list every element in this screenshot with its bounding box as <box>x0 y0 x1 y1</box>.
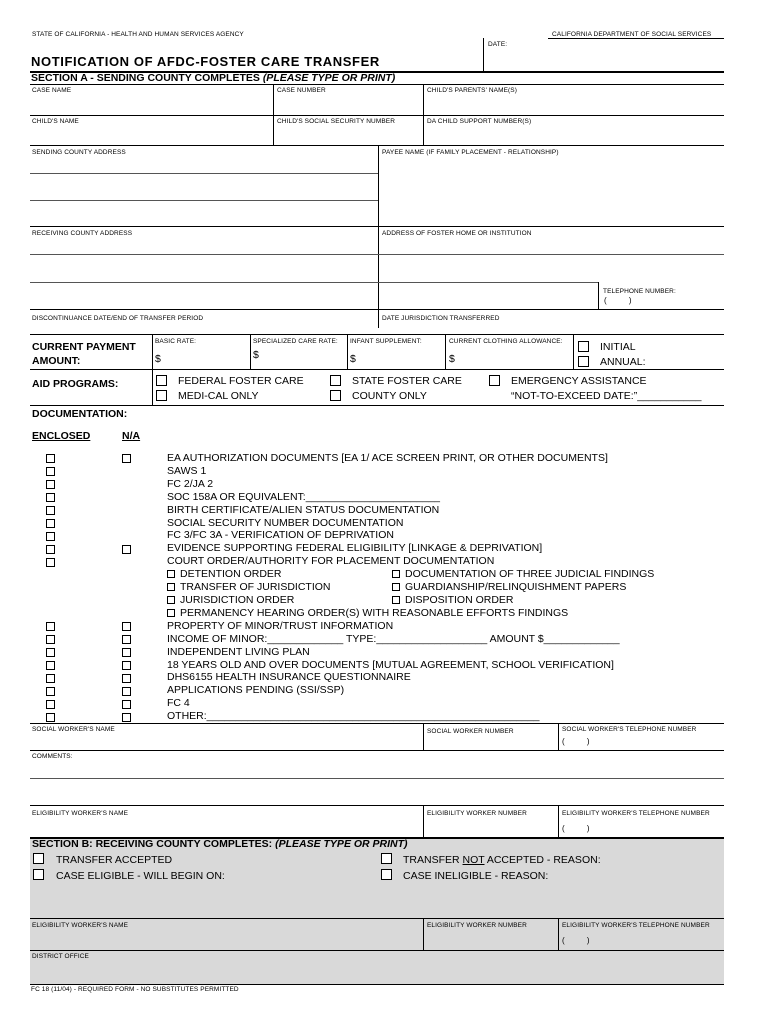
section-b-heading <box>32 838 408 850</box>
section-b-heading-text: SECTION B: RECEIVING COUNTY COMPLETES: <box>32 838 273 850</box>
enclosed-checkbox[interactable] <box>46 532 55 541</box>
receiving-address-label: RECEIVING COUNTY ADDRESS <box>32 230 133 237</box>
annual-label: ANNUAL: <box>600 356 646 368</box>
annual-checkbox[interactable] <box>578 356 589 367</box>
doc-item: EA AUTHORIZATION DOCUMENTS [EA 1/ ACE SCREEN PRINT, OR OTHER DOCUMENTS] <box>167 452 608 464</box>
case-eligible-checkbox[interactable] <box>33 869 44 880</box>
na-checkbox[interactable] <box>122 713 131 722</box>
divider <box>30 369 724 370</box>
transfer-not-accepted-label <box>403 854 601 866</box>
doc-item: SAWS 1 <box>167 464 207 477</box>
transfer-not-accepted-checkbox[interactable] <box>381 853 392 864</box>
jurisdiction-date-label: DATE JURISDICTION TRANSFERRED <box>382 315 500 322</box>
divider <box>152 369 153 405</box>
state-label: STATE FOSTER CARE <box>352 375 462 387</box>
enclosed-checkbox[interactable] <box>46 545 55 554</box>
case-name-field[interactable] <box>32 96 270 113</box>
not-accepted-text: TRANSFER <box>403 854 463 866</box>
na-checkbox[interactable] <box>122 635 131 644</box>
infant-supplement-label: INFANT SUPPLEMENT: <box>350 338 422 345</box>
doc-item: FC 3/FC 3A - VERIFICATION OF DEPRIVATION <box>167 529 394 542</box>
doc-item: COURT ORDER/AUTHORITY FOR PLACEMENT DOCUMENTATION <box>167 555 495 568</box>
payment-label-line1: CURRENT PAYMENT <box>32 341 136 353</box>
na-checkbox[interactable] <box>122 674 131 683</box>
discontinuance-label: DISCONTINUANCE DATE/END OF TRANSFER PERIOD <box>32 315 204 322</box>
section-a-heading <box>31 72 395 84</box>
na-checkbox[interactable] <box>122 700 131 709</box>
doc-item: INCOME OF MINOR:_____________ TYPE:___________________ AMOUNT $_____________ <box>167 632 620 645</box>
case-name-label: CASE NAME <box>32 87 72 94</box>
case-ineligible-label: CASE INELIGIBLE - REASON: <box>403 870 549 882</box>
na-checkbox[interactable] <box>122 648 131 657</box>
enclosed-checkbox[interactable] <box>46 558 55 567</box>
court-sub-row <box>167 607 654 620</box>
specialized-rate-label: SPECIALIZED CARE RATE: <box>253 338 338 345</box>
doc-item: SOC 158A OR EQUIVALENT:_______________________ <box>167 490 440 503</box>
receiving-address-field[interactable] <box>32 238 375 308</box>
detention-label: DETENTION ORDER <box>180 568 282 581</box>
emergency-label: EMERGENCY ASSISTANCE <box>511 375 647 387</box>
ew-phone-field[interactable]: ( ) <box>562 824 590 833</box>
documentation-list <box>167 452 654 723</box>
divider <box>558 805 559 837</box>
detention-checkbox[interactable] <box>167 570 175 578</box>
permanency-checkbox[interactable] <box>167 609 175 617</box>
divider <box>548 38 724 39</box>
childs-name-field[interactable] <box>32 127 270 143</box>
court-sub-jurisdiction <box>167 594 392 607</box>
doc-item: FC 4 <box>167 697 190 710</box>
sending-address-field[interactable] <box>32 158 375 224</box>
divider <box>423 115 424 145</box>
disposition-checkbox[interactable] <box>392 596 400 604</box>
department-label: CALIFORNIA DEPARTMENT OF SOCIAL SERVICES <box>552 31 712 38</box>
parents-names-field[interactable] <box>427 96 722 113</box>
enclosed-checkbox[interactable] <box>46 713 55 722</box>
doc-item: FC 2/JA 2 <box>167 477 214 490</box>
divider <box>423 84 424 115</box>
enclosed-checkbox[interactable] <box>46 674 55 683</box>
basic-rate-field[interactable] <box>164 350 248 366</box>
basic-rate-dollar: $ <box>155 353 161 365</box>
specialized-rate-field[interactable] <box>262 348 346 366</box>
form-title: NOTIFICATION OF AFDC-FOSTER CARE TRANSFER <box>31 54 380 69</box>
court-sub-transfer <box>167 581 392 594</box>
doc-item: OTHER:_________________________________________________________ <box>167 710 540 723</box>
telephone-label: TELEPHONE NUMBER: <box>603 288 676 295</box>
section-b-heading-italic: (PLEASE TYPE OR PRINT) <box>275 838 408 850</box>
federal-label: FEDERAL FOSTER CARE <box>178 375 304 387</box>
court-sub-row <box>167 594 654 607</box>
section-a-heading-text: SECTION A - SENDING COUNTY COMPLETES <box>31 72 260 84</box>
clothing-allowance-field[interactable] <box>458 350 568 366</box>
foster-address-label: ADDRESS OF FOSTER HOME OR INSTITUTION <box>382 230 532 237</box>
sw-name-label: SOCIAL WORKER'S NAME <box>32 726 115 733</box>
divider <box>573 334 574 369</box>
enclosed-checkbox[interactable] <box>46 622 55 631</box>
clothing-allowance-label: CURRENT CLOTHING ALLOWANCE: <box>449 338 563 345</box>
da-support-field[interactable] <box>427 127 722 143</box>
doc-item: APPLICATIONS PENDING (SSI/SSP) <box>167 684 345 697</box>
enclosed-checkbox[interactable] <box>46 519 55 528</box>
sw-number-label: SOCIAL WORKER NUMBER <box>427 728 514 735</box>
court-sub-detention <box>167 568 392 581</box>
county-label: COUNTY ONLY <box>352 390 427 402</box>
divider <box>30 984 724 985</box>
aid-programs-label: AID PROGRAMS: <box>32 378 119 390</box>
infant-supplement-field[interactable] <box>359 350 443 366</box>
divider <box>423 918 424 950</box>
na-checkbox[interactable] <box>122 454 131 463</box>
not-accepted-not: NOT <box>462 854 485 866</box>
payment-label-line2: AMOUNT: <box>32 355 81 367</box>
transfer-jurisdiction-label: TRANSFER OF JURISDICTION <box>180 581 331 594</box>
county-checkbox[interactable] <box>330 390 341 401</box>
doc-item: DHS6155 HEALTH INSURANCE QUESTIONNAIRE <box>167 671 411 684</box>
date-label: DATE: <box>488 41 508 48</box>
section-a-heading-italic: (PLEASE TYPE OR PRINT) <box>262 72 396 84</box>
enclosed-checkbox[interactable] <box>46 648 55 657</box>
foster-address-field[interactable] <box>382 238 596 308</box>
doc-item: SOCIAL SECURITY NUMBER DOCUMENTATION <box>167 516 404 529</box>
ssn-label: CHILD'S SOCIAL SECURITY NUMBER <box>277 118 396 125</box>
ew-phone-label: ELIGIBILITY WORKER'S TELEPHONE NUMBER <box>562 810 710 817</box>
sending-address-label: SENDING COUNTY ADDRESS <box>32 149 126 156</box>
comments-label: COMMENTS: <box>32 753 73 760</box>
parents-names-label: CHILD'S PARENTS' NAME(S) <box>427 87 517 94</box>
enclosed-checkbox[interactable] <box>46 467 55 476</box>
case-eligible-label: CASE ELIGIBLE - WILL BEGIN ON: <box>56 870 225 882</box>
divider <box>558 918 559 950</box>
payee-name-label: PAYEE NAME (IF FAMILY PLACEMENT - RELATIONSHIP) <box>382 149 559 156</box>
enclosed-header: ENCLOSED <box>32 430 91 442</box>
medi-cal-label: MEDI-CAL ONLY <box>178 390 259 402</box>
district-office-field[interactable] <box>32 962 722 982</box>
divider <box>30 334 724 335</box>
basic-rate-label: BASIC RATE: <box>155 338 197 345</box>
divider <box>30 950 724 951</box>
doc-item: 18 YEARS OLD AND OVER DOCUMENTS [MUTUAL AGREEMENT, SCHOOL VERIFICATION] <box>167 658 614 671</box>
divider <box>30 115 724 116</box>
payee-name-field[interactable] <box>382 158 722 224</box>
documentation-label: DOCUMENTATION: <box>32 408 128 420</box>
findings-checkbox[interactable] <box>392 570 400 578</box>
court-sub-row <box>167 568 654 581</box>
findings-label: DOCUMENTATION OF THREE JUDICIAL FINDINGS <box>405 568 655 581</box>
na-checkbox[interactable] <box>122 687 131 696</box>
enclosed-checkbox[interactable] <box>46 480 55 489</box>
divider <box>378 145 379 328</box>
initial-label: INITIAL <box>600 341 636 353</box>
jurisdiction-order-label: JURISDICTION ORDER <box>180 593 295 606</box>
divider <box>30 405 724 406</box>
na-checkbox[interactable] <box>122 545 131 554</box>
date-field[interactable] <box>540 40 720 68</box>
divider <box>30 84 724 85</box>
enclosed-checkbox[interactable] <box>46 687 55 696</box>
enclosed-checkbox[interactable] <box>46 700 55 709</box>
disposition-label: DISPOSITION ORDER <box>405 593 514 606</box>
enclosed-checkbox[interactable] <box>46 493 55 502</box>
case-number-label: CASE NUMBER <box>277 87 326 94</box>
case-number-field[interactable] <box>277 96 420 113</box>
court-sub-row <box>167 581 654 594</box>
specialized-rate-dollar: $ <box>253 349 259 361</box>
transfer-accepted-label: TRANSFER ACCEPTED <box>56 854 173 866</box>
b-ew-phone-field[interactable]: ( ) <box>562 936 590 945</box>
court-sub-permanency <box>167 607 568 620</box>
enclosed-checkbox[interactable] <box>46 661 55 670</box>
da-support-label: DA CHILD SUPPORT NUMBER(S) <box>427 118 532 125</box>
na-header: N/A <box>122 430 141 442</box>
divider <box>273 115 274 145</box>
ew-name-label: ELIGIBILITY WORKER'S NAME <box>32 810 129 817</box>
divider <box>152 334 153 369</box>
divider <box>30 805 724 806</box>
b-ew-number-label: ELIGIBILITY WORKER NUMBER <box>427 922 527 929</box>
divider <box>445 334 446 369</box>
b-ew-phone-label: ELIGIBILITY WORKER'S TELEPHONE NUMBER <box>562 922 710 929</box>
enclosed-checkbox[interactable] <box>46 506 55 515</box>
doc-item: BIRTH CERTIFICATE/ALIEN STATUS DOCUMENTATION <box>167 503 440 516</box>
divider <box>598 282 599 309</box>
divider <box>30 145 724 146</box>
district-office-label: DISTRICT OFFICE <box>32 953 89 960</box>
doc-item: EVIDENCE SUPPORTING FEDERAL ELIGIBILITY [LINKAGE & DEPRIVATION] <box>167 542 543 555</box>
childs-name-label: CHILD'S NAME <box>32 118 79 125</box>
initial-checkbox[interactable] <box>578 341 589 352</box>
na-checkbox[interactable] <box>122 622 131 631</box>
na-checkbox[interactable] <box>122 661 131 670</box>
not-accepted-reason: ACCEPTED - REASON: <box>484 854 601 866</box>
enclosed-checkbox[interactable] <box>46 454 55 463</box>
divider <box>30 750 724 751</box>
case-ineligible-checkbox[interactable] <box>381 869 392 880</box>
not-to-exceed-label: “NOT-TO-EXCEED DATE:”___________ <box>511 390 702 402</box>
agency-label: STATE OF CALIFORNIA - HEALTH AND HUMAN SERVICES AGENCY <box>32 31 244 38</box>
transfer-jurisdiction-checkbox[interactable] <box>167 583 175 591</box>
divider <box>30 918 724 919</box>
doc-item: INDEPENDENT LIVING PLAN <box>167 645 310 658</box>
state-checkbox[interactable] <box>330 375 341 386</box>
medi-cal-checkbox[interactable] <box>156 390 167 401</box>
court-sub-disposition <box>392 594 514 607</box>
ssn-field[interactable] <box>277 127 420 143</box>
guardianship-checkbox[interactable] <box>392 583 400 591</box>
divider <box>30 723 724 724</box>
divider <box>423 723 424 750</box>
divider <box>250 334 251 369</box>
emergency-checkbox[interactable] <box>489 375 500 386</box>
b-ew-name-label: ELIGIBILITY WORKER'S NAME <box>32 922 129 929</box>
divider <box>30 778 724 779</box>
comments-field[interactable] <box>32 762 722 800</box>
divider <box>558 723 559 750</box>
divider <box>30 226 724 227</box>
guardianship-label: GUARDIANSHIP/RELINQUISHMENT PAPERS <box>405 581 627 594</box>
transfer-accepted-checkbox[interactable] <box>33 853 44 864</box>
federal-checkbox[interactable] <box>156 375 167 386</box>
sw-phone-label: SOCIAL WORKER'S TELEPHONE NUMBER <box>562 726 697 733</box>
payment-label <box>32 340 136 368</box>
enclosed-checkbox[interactable] <box>46 635 55 644</box>
divider <box>423 805 424 837</box>
court-sub-guardianship <box>392 581 626 594</box>
divider <box>30 309 724 310</box>
divider <box>483 38 484 72</box>
court-sub-findings <box>392 568 654 581</box>
divider <box>273 84 274 115</box>
doc-item: PROPERTY OF MINOR/TRUST INFORMATION <box>167 619 394 632</box>
jurisdiction-order-checkbox[interactable] <box>167 596 175 604</box>
permanency-label: PERMANENCY HEARING ORDER(S) WITH REASONABLE EFFORTS FINDINGS <box>180 606 569 619</box>
sw-phone-field[interactable]: ( ) <box>562 737 590 746</box>
divider <box>347 334 348 369</box>
telephone-field[interactable]: ( ) <box>604 296 632 305</box>
ew-number-label: ELIGIBILITY WORKER NUMBER <box>427 810 527 817</box>
form-footer: FC 18 (11/04) - REQUIRED FORM - NO SUBSTITUTES PERMITTED <box>31 986 239 993</box>
infant-supplement-dollar: $ <box>350 353 356 365</box>
clothing-allowance-dollar: $ <box>449 353 455 365</box>
